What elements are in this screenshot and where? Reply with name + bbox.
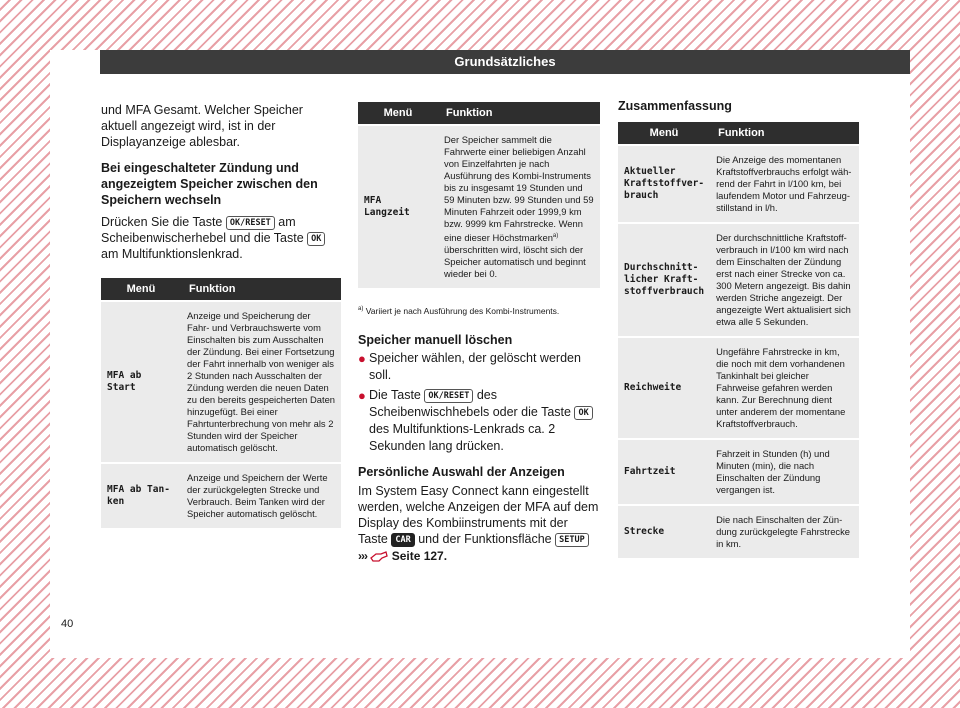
function-cell <box>438 126 600 288</box>
mfa-table-middle <box>358 100 600 290</box>
press-prefix: Drücken Sie die Taste <box>101 215 223 229</box>
bullet-mid: des Scheibenwischhebels oder die Taste <box>369 387 571 419</box>
setup-key-icon: SETUP <box>555 533 589 547</box>
ok-key-icon: OK <box>574 406 592 420</box>
col-header-menu: Menü <box>101 278 181 300</box>
page-header: Grundsätzliches <box>100 50 910 74</box>
column-right <box>618 98 859 560</box>
col-header-function: Funktion <box>181 278 341 300</box>
ok-reset-key-icon: OK/RESET <box>226 216 275 230</box>
warning-hand-icon <box>370 550 388 565</box>
bullet-suffix: des Multifunktions-Lenkrads ca. 2 Sekunden lang drücken. <box>369 421 556 453</box>
menu-cell: Reichweite <box>618 338 710 438</box>
table-row <box>618 146 859 222</box>
bullet-item <box>358 350 600 384</box>
function-text-part2: überschritten wird, löscht sich der Speicher automatisch und beginnt wieder bei 0. <box>444 244 586 280</box>
menu-cell: MFA ab Tanken <box>101 464 181 528</box>
switch-memory-heading: Bei eingeschalteter Zündung und angezeigtem Speicher zwischen den Speichern wechseln <box>101 161 318 207</box>
delete-memory-heading: Speicher manuell löschen <box>358 332 513 347</box>
menu-cell: Fahrtzeit <box>618 440 710 504</box>
bullet-text: Speicher wählen, der gelöscht werden soll. <box>369 350 581 382</box>
col-header-menu: Menü <box>358 102 438 124</box>
menu-cell: MFA ab Start <box>101 302 181 462</box>
page <box>50 50 910 658</box>
table-row <box>618 224 859 336</box>
page-number: 40 <box>61 618 74 630</box>
press-instructions <box>101 214 341 262</box>
table-row <box>101 302 341 462</box>
function-text-part1: Der Speicher sammelt die Fahrwerte einer beliebigen Anzahl von Einzelfahrten je nach Ausführung des Kombi-Instruments bis zu insgesamt 19 Stunden und 59 Minuten bzw. 99 Stunden und 59 Minuten Fahrzeit oder 1999,9 km bzw. 9999 km Fahrstrecke. Wenn eine dieser Höchstmarken <box>444 134 594 244</box>
table-row <box>618 338 859 438</box>
bullet-dot-icon: ● <box>358 350 366 366</box>
column-left <box>101 102 341 530</box>
mfa-table-left <box>101 276 341 530</box>
personal-mid: und der Funktionsfläche <box>418 531 552 546</box>
function-cell: Der durchschnittliche Kraftstoffverbrauch in l/100 km wird nach dem Einschalten der Zündung erst nach einer Strecke von ca. 300 Metern angezeigt. Bis dahin werden Striche angezeigt. Der angezeigte Wert aktualisiert sich etwa alle 5 Sekunden. <box>710 224 859 336</box>
menu-cell: Durchschnittlicher Kraftstoffverbrauch <box>618 224 710 336</box>
ok-key-icon: OK <box>307 232 325 246</box>
function-cell: Die nach Einschalten der Zündung zurückgelegte Fahrstrecke in km. <box>710 506 859 558</box>
footnote <box>358 304 600 317</box>
personal-prefix: Im System Easy Connect kann eingestellt werden, welche Anzeigen der MFA auf dem Display des Kombiinstruments mit der Taste <box>358 483 599 546</box>
function-cell: Ungefähre Fahrstrecke in km, die noch mit dem vorhandenen Tankinhalt bei gleicher Fahrweise gefahren werden kann. Zur Berechnung dient unter anderem der momentane Kraftstoffverbrauch. <box>710 338 859 438</box>
function-cell: Die Anzeige des momentanen Kraftstoffverbrauchs erfolgt während der Fahrt in l/100 km, bei laufendem Motor und Fahrzeugstillstand in l/h. <box>710 146 859 222</box>
table-row <box>618 506 859 558</box>
col-header-function: Funktion <box>710 122 859 144</box>
bullet-dot-icon: ● <box>358 387 366 403</box>
footnote-ref: a) <box>552 233 559 239</box>
personal-selection-heading: Persönliche Auswahl der Anzeigen <box>358 464 565 479</box>
ok-reset-key-icon: OK/RESET <box>424 389 473 403</box>
table-row <box>101 464 341 528</box>
car-key-icon: CAR <box>391 533 414 547</box>
personal-selection-text <box>358 483 600 547</box>
table-row <box>618 440 859 504</box>
menu-cell: MFA Langzeit <box>358 126 438 288</box>
bullet-item <box>358 387 600 455</box>
table-row <box>358 126 600 288</box>
menu-cell: Strecke <box>618 506 710 558</box>
intro-text: und MFA Gesamt. Welcher Speicher aktuell angezeigt wird, ist in der Displayanzeige ablesbar. <box>101 103 303 149</box>
press-suffix: am Multifunktionslenkrad. <box>101 247 243 261</box>
column-middle <box>358 100 600 565</box>
summary-table <box>618 120 859 560</box>
function-cell: Fahrzeit in Stunden (h) und Minuten (min), die nach Einschalten der Zündung vergangen ist. <box>710 440 859 504</box>
bullet-prefix: Die Taste <box>369 387 421 402</box>
menu-cell: Aktueller Kraftstoffverbrauch <box>618 146 710 222</box>
footnote-text: Variiert je nach Ausführung des Kombi-Instruments. <box>365 305 560 316</box>
footnote-mark: a) <box>358 306 364 313</box>
press-mid: am Scheibenwischerhebel und die Taste <box>101 215 304 245</box>
reference-text: Seite 127. <box>391 548 448 563</box>
function-cell: Anzeige und Speicherung der Fahr- und Verbrauchswerte vom Einschalten bis zum Ausschalten der Zündung. Bei einer Fortsetzung der Fahrt innerhalb von weniger als 2 Stunden nach Ausschalten der Zündung werden die neuen Daten zu den bereits gespeicherten Daten hinzugefügt. Bei einer Fahrtunterbrechung von mehr als 2 Stunden wird der Speicher automatisch gelöscht. <box>181 302 341 462</box>
function-cell: Anzeige und Speichern der Werte der zurückgelegten Strecke und Verbrauch. Beim Tanken wird der Speicher automatisch gelöscht. <box>181 464 341 528</box>
col-header-function: Funktion <box>438 102 600 124</box>
col-header-menu: Menü <box>618 122 710 144</box>
reference-arrows-icon: ››› <box>358 548 367 563</box>
summary-heading: Zusammenfassung <box>618 99 732 113</box>
page-reference[interactable] <box>358 549 600 565</box>
